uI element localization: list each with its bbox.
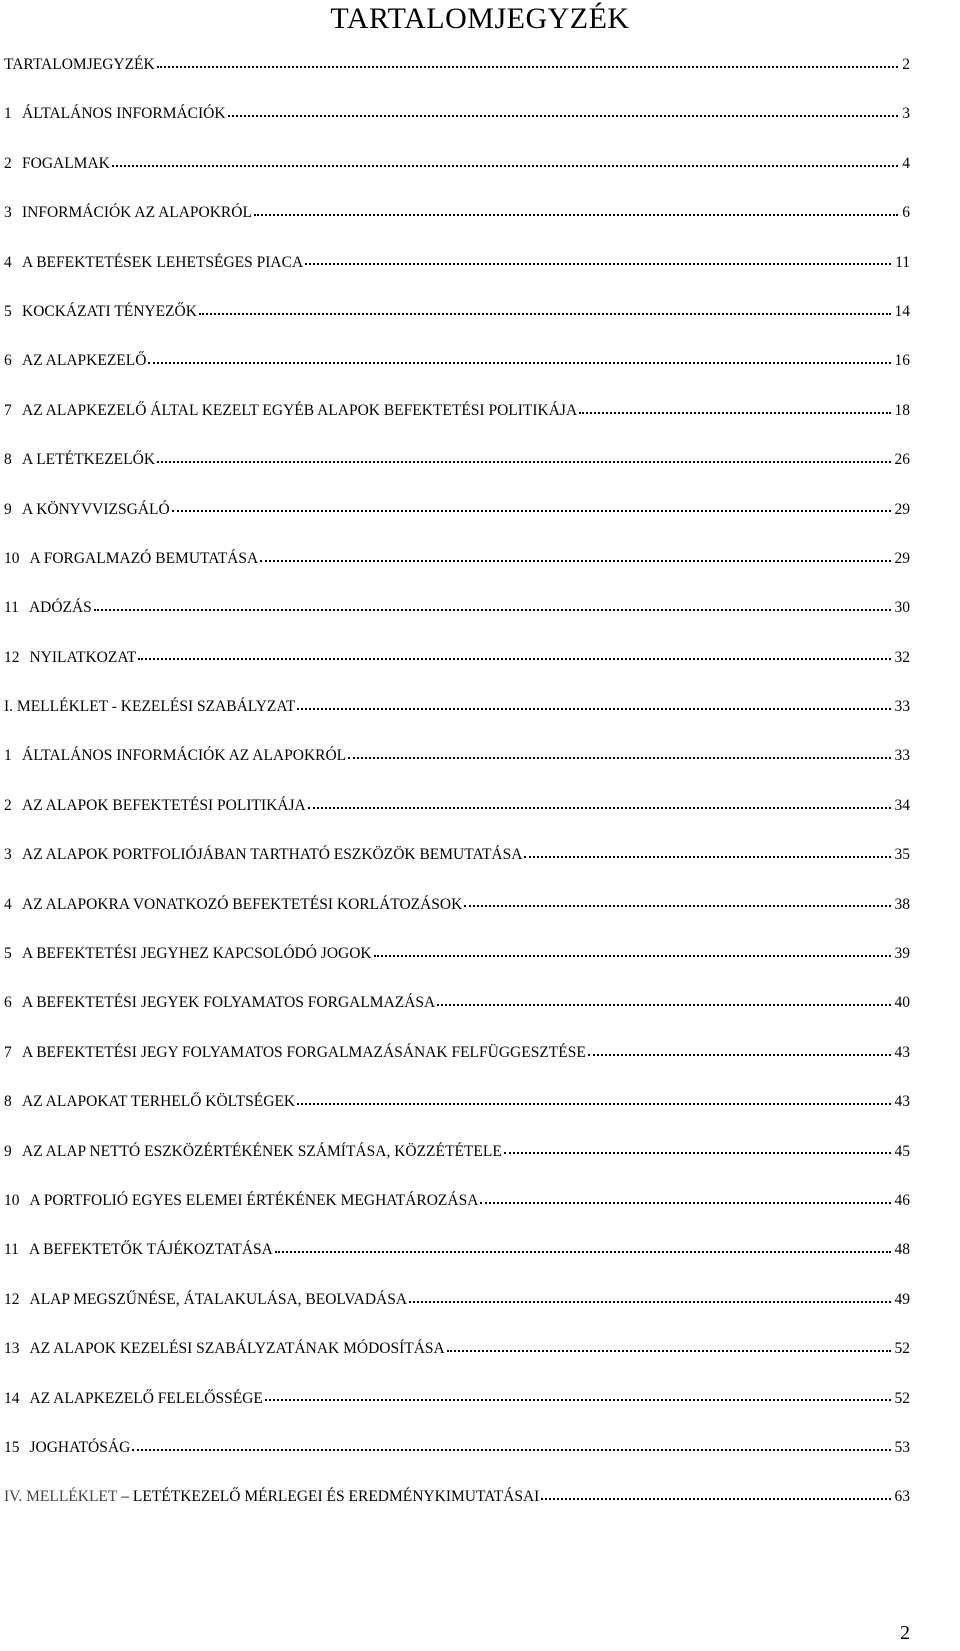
dot-leader [308, 807, 891, 809]
toc-entry-label: AZ ALAPOK KEZELÉSI SZABÁLYZATÁNAK MÓDOSÍTÁSA [29, 1340, 445, 1358]
toc-entry-label: AZ ALAPKEZELŐ [22, 352, 147, 370]
toc-entry-label: A PORTFOLIÓ EGYES ELEMEI ÉRTÉKÉNEK MEGHATÁROZÁSA [29, 1191, 479, 1209]
toc-entry[interactable] [4, 942, 960, 967]
page-title: TARTALOMJEGYZÉK [330, 2, 630, 35]
toc-entry-number: 2 [4, 796, 12, 814]
dot-leader [588, 1054, 891, 1056]
appendix-page: 63 [894, 1488, 910, 1506]
toc-entry-label: A KÖNYVVIZSGÁLÓ [22, 500, 170, 518]
toc-entry[interactable] [4, 152, 960, 177]
toc-entry-number: 12 [4, 648, 20, 666]
toc-entry-label: ÁLTALÁNOS INFORMÁCIÓK [22, 105, 226, 123]
toc-entry[interactable] [4, 794, 960, 819]
toc-entry-number: 4 [4, 253, 12, 271]
dot-leader [228, 115, 899, 117]
toc-entry-page: 26 [894, 451, 910, 469]
toc-entry-label: AZ ALAPKEZELŐ ÁLTAL KEZELT EGYÉB ALAPOK BEFEKTETÉSI POLITIKÁJA [22, 401, 578, 419]
dot-leader [464, 905, 890, 907]
toc-entry-label: INFORMÁCIÓK AZ ALAPOKRÓL [22, 204, 252, 222]
dot-leader [297, 708, 890, 710]
toc-entry-page: 53 [894, 1438, 910, 1456]
toc-entry-page: 14 [894, 302, 910, 320]
toc-entry-page: 39 [894, 945, 910, 963]
dot-leader [138, 658, 890, 660]
toc-entry-number: 9 [4, 500, 12, 518]
dot-leader [157, 66, 899, 68]
dot-leader [275, 1251, 891, 1253]
appendix-prefix: IV. MELLÉKLET [4, 1488, 118, 1506]
toc-entry-page: 40 [894, 994, 910, 1012]
toc-entry-number: 4 [4, 895, 12, 913]
toc-entry-page: 48 [894, 1241, 910, 1259]
toc-entry-label: AZ ALAPOKAT TERHELŐ KÖLTSÉGEK [22, 1093, 296, 1111]
toc-entry-number: 15 [4, 1438, 20, 1456]
toc-entry[interactable] [4, 448, 960, 473]
toc-entry-page: 2 [902, 56, 910, 73]
toc-entry-number: 7 [4, 401, 12, 419]
dot-leader [504, 1152, 891, 1154]
dot-leader [374, 955, 891, 957]
toc-entry-page: 52 [894, 1340, 910, 1358]
toc-entry-label: A FORGALMAZÓ BEMUTATÁSA [29, 549, 259, 567]
toc-entry-page: 18 [894, 401, 910, 419]
toc-entry[interactable] [4, 1387, 960, 1412]
toc-entry-number: 2 [4, 154, 12, 172]
toc-entry-page: 34 [894, 796, 910, 814]
dot-leader [305, 263, 891, 265]
toc-entry[interactable] [4, 843, 960, 868]
dot-leader [524, 856, 890, 858]
toc-entry[interactable] [4, 893, 960, 918]
dot-leader [447, 1350, 891, 1352]
toc-entry[interactable] [4, 53, 960, 78]
toc-entry-page: 38 [894, 895, 910, 913]
toc-entry[interactable] [4, 1189, 960, 1214]
toc-entry-number: 3 [4, 846, 12, 864]
toc-entry-page: 29 [894, 500, 910, 518]
dot-leader [199, 313, 891, 315]
toc-entry-number: 5 [4, 302, 12, 320]
toc-entry-page: 43 [894, 1043, 910, 1061]
toc-entry[interactable] [4, 251, 960, 276]
toc-entry-label: A BEFEKTETÉSI JEGY FOLYAMATOS FORGALMAZÁSÁNAK FELFÜGGESZTÉSE [22, 1043, 586, 1061]
dot-leader [112, 165, 898, 167]
toc-entry-page: 30 [894, 599, 910, 617]
toc-entry-page: 32 [894, 648, 910, 666]
toc-entry[interactable] [4, 1436, 960, 1461]
toc-entry-number: 10 [4, 549, 20, 567]
toc-entry-label: ADÓZÁS [28, 599, 92, 617]
toc-entry-label: AZ ALAPKEZELŐ FELELŐSSÉGE [29, 1389, 263, 1407]
toc-entry-number: 6 [4, 994, 12, 1012]
toc-entry-label: A LETÉTKEZELŐK [22, 451, 156, 469]
toc-entry-number: 1 [4, 747, 12, 765]
toc-entry[interactable] [4, 1041, 960, 1066]
toc-entry-label: KOCKÁZATI TÉNYEZŐK [22, 302, 197, 320]
toc-entry[interactable] [4, 300, 960, 325]
toc-entry[interactable] [4, 744, 960, 769]
toc-entry-page: 52 [894, 1389, 910, 1407]
toc-entry-number: 3 [4, 204, 12, 222]
page-number: 2 [900, 1622, 910, 1644]
toc-entry-label: A BEFEKTETŐK TÁJÉKOZTATÁSA [28, 1241, 273, 1259]
toc-entry-page: 11 [895, 253, 910, 271]
toc-entry-label: AZ ALAP NETTÓ ESZKÖZÉRTÉKÉNEK SZÁMÍTÁSA, KÖZZÉTÉTELE [22, 1142, 502, 1160]
appendix-dash: – [121, 1488, 129, 1506]
toc-entry[interactable] [4, 349, 960, 374]
toc-entry-number: 12 [4, 1290, 20, 1308]
toc-entry-page: 6 [902, 204, 910, 222]
toc-entry-label: FOGALMAK [22, 154, 110, 172]
dot-leader [94, 609, 891, 611]
toc-entry-number: 9 [4, 1142, 12, 1160]
toc-entry-number: 5 [4, 945, 12, 963]
toc-entry[interactable] [4, 399, 960, 424]
toc-entry-label: AZ ALAPOKRA VONATKOZÓ BEFEKTETÉSI KORLÁTOZÁSOK [22, 895, 463, 913]
dot-leader [260, 560, 890, 562]
dot-leader [579, 412, 890, 414]
toc-entry-number: 10 [4, 1191, 20, 1209]
toc-entry-number: 6 [4, 352, 12, 370]
toc-entry[interactable] [4, 1288, 960, 1313]
toc-entry-page: 43 [894, 1093, 910, 1111]
toc-entry-number: 8 [4, 451, 12, 469]
dot-leader [409, 1301, 890, 1303]
toc-entry-number: 1 [4, 105, 12, 123]
toc-entry-page: 4 [902, 154, 910, 172]
toc-entry-label: I. MELLÉKLET - KEZELÉSI SZABÁLYZAT [4, 698, 296, 716]
toc-entry-page: 33 [894, 698, 910, 716]
toc-entry-label: ALAP MEGSZŰNÉSE, ÁTALAKULÁSA, BEOLVADÁSA [29, 1290, 408, 1308]
toc-entry-label: A BEFEKTETÉSI JEGYEK FOLYAMATOS FORGALMAZÁSA [22, 994, 436, 1012]
toc-entry-label: ÁLTALÁNOS INFORMÁCIÓK AZ ALAPOKRÓL [22, 747, 347, 765]
dot-leader [148, 362, 890, 364]
table-of-contents [4, 53, 960, 1535]
dot-leader [157, 461, 890, 463]
toc-entry[interactable] [4, 1337, 960, 1362]
toc-entry[interactable] [4, 695, 960, 720]
dot-leader [265, 1399, 891, 1401]
toc-entry-page: 45 [894, 1142, 910, 1160]
toc-entry[interactable] [4, 1140, 960, 1165]
appendix-label: LETÉTKEZELŐ MÉRLEGEI ÉS EREDMÉNYKIMUTATÁSAI [132, 1488, 540, 1506]
toc-entry-label: AZ ALAPOK BEFEKTETÉSI POLITIKÁJA [22, 796, 306, 814]
toc-entry-label: A BEFEKTETÉSEK LEHETSÉGES PIACA [22, 253, 304, 271]
toc-entry[interactable] [4, 991, 960, 1016]
toc-entry-number: 11 [4, 1241, 19, 1259]
dot-leader [541, 1498, 890, 1500]
toc-entry-page: 33 [894, 747, 910, 765]
toc-entry-number: 11 [4, 599, 19, 617]
toc-entry-page: 46 [894, 1191, 910, 1209]
dot-leader [172, 510, 891, 512]
toc-entry[interactable] [4, 102, 960, 127]
toc-entry-label: TARTALOMJEGYZÉK [4, 56, 155, 73]
toc-entry[interactable] [4, 646, 960, 671]
dot-leader [132, 1449, 890, 1451]
toc-entry-page: 49 [894, 1290, 910, 1308]
dot-leader [480, 1202, 890, 1204]
toc-entry-number: 14 [4, 1389, 20, 1407]
toc-entry[interactable] [4, 1238, 960, 1263]
toc-entry[interactable] [4, 1090, 960, 1115]
toc-entry-page: 35 [894, 846, 910, 864]
toc-entry-appendix[interactable] [4, 1485, 960, 1510]
toc-entry-page: 29 [894, 549, 910, 567]
dot-leader [297, 1103, 890, 1105]
toc-entry-label: JOGHATÓSÁG [29, 1438, 131, 1456]
toc-entry[interactable] [4, 596, 960, 621]
dot-leader [254, 214, 898, 216]
toc-entry-label: NYILATKOZAT [29, 648, 137, 666]
toc-entry-page: 16 [894, 352, 910, 370]
toc-entry-number: 7 [4, 1043, 12, 1061]
dot-leader [437, 1004, 890, 1006]
toc-entry[interactable] [4, 547, 960, 572]
toc-entry-page: 3 [902, 105, 910, 123]
toc-entry-label: A BEFEKTETÉSI JEGYHEZ KAPCSOLÓDÓ JOGOK [22, 945, 372, 963]
toc-entry-number: 13 [4, 1340, 20, 1358]
toc-entry[interactable] [4, 201, 960, 226]
toc-entry-label: AZ ALAPOK PORTFOLIÓJÁBAN TARTHATÓ ESZKÖZÖK BEMUTATÁSA [22, 846, 523, 864]
dot-leader [348, 757, 890, 759]
toc-entry-number: 8 [4, 1093, 12, 1111]
toc-entry[interactable] [4, 498, 960, 523]
